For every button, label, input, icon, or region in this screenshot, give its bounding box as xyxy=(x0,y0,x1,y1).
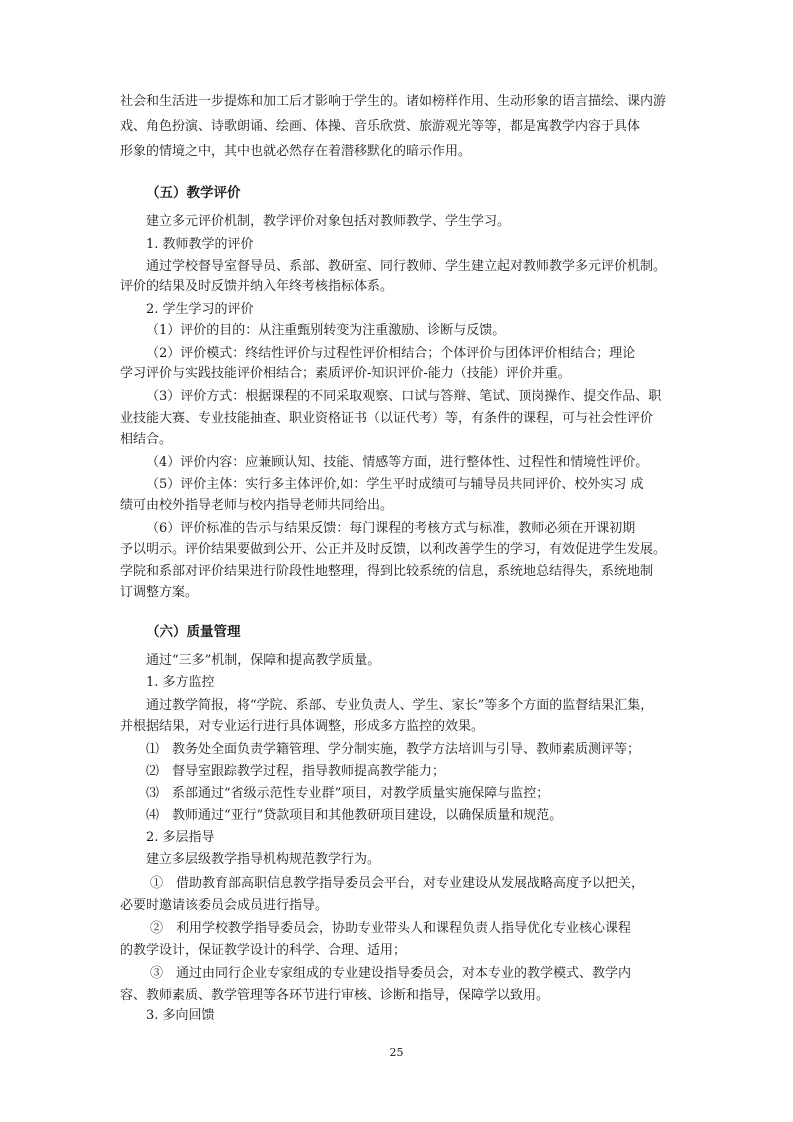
paragraph-line: 通过“三多”机制，保障和提高教学质量。 xyxy=(146,653,381,668)
list-item: ⑵ 督导室跟踪教学过程，指导教师提高教学能力； xyxy=(146,764,446,779)
paragraph-line: 通过学校督导室督导员、系部、教研室、同行教师、学生建立起对教师教学多元评价机制。 xyxy=(146,259,667,274)
paragraph-line: 学习评价与实践技能评价相结合；素质评价-知识评价-能力（技能）评价并重。 xyxy=(120,366,571,381)
list-item: ① 借助教育部高职信息教学指导委员会平台，对专业建设从发展战略高度予以把关， xyxy=(150,876,645,891)
paragraph-line: 予以明示。评价结果要做到公开、公正并及时反馈，以利改善学生的学习，有效促进学生发展。 xyxy=(120,542,667,557)
section-heading: （六）质量管理 xyxy=(146,624,241,640)
list-item: （3）评价方式：根据课程的不同采取观察、口试与答辩、笔试、顶岗操作、提交作品、职 xyxy=(146,389,662,404)
list-item: （5）评价主体：实行多主体评价,如：学生平时成绩可与辅导员共同评价、校外实习 成 xyxy=(146,477,644,492)
paragraph-line: 建立多元评价机制，教学评价对象包括对教师教学、学生学习。 xyxy=(146,214,511,229)
subheading: 1. 教师教学的评价 xyxy=(146,237,254,252)
paragraph-line: 形象的情境之中，其中也就必然存在着潜移默化的暗示作用。 xyxy=(120,144,472,159)
list-item: （2）评价模式：终结性评价与过程性评价相结合；个体评价与团体评价相结合；理论 xyxy=(146,346,636,361)
list-item: ⑷ 教师通过“亚行”贷款项目和其他教研项目建设，以确保质量和规范。 xyxy=(146,808,563,823)
paragraph-line: 必要时邀请该委员会成员进行指导。 xyxy=(120,898,329,913)
paragraph-line: 学院和系部对评价结果进行阶段性地整理，得到比较系统的信息，系统地总结得失，系统地制 xyxy=(120,564,654,579)
paragraph-line: 订调整方案。 xyxy=(120,585,199,600)
subheading: 2. 多层指导 xyxy=(146,830,215,845)
paragraph-line: 并根据结果，对专业运行进行具体调整，形成多方监控的效果。 xyxy=(120,719,485,734)
paragraph-line: 社会和生活进一步提炼和加工后才影响于学生的。诸如榜样作用、生动形象的语言描绘、课内游 xyxy=(120,94,667,109)
paragraph-line: 的教学设计，保证教学设计的科学、合理、适用； xyxy=(120,943,407,958)
subheading: 2. 学生学习的评价 xyxy=(146,302,254,317)
paragraph-line: 建立多层级教学指导机构规范教学行为。 xyxy=(146,852,381,867)
paragraph-line: 通过教学简报，将“学院、系部、专业负责人、学生、家长”等多个方面的监督结果汇集， xyxy=(146,698,654,713)
subheading: 1. 多方监控 xyxy=(146,675,215,690)
section-heading: （五）教学评价 xyxy=(146,185,241,201)
subheading: 3. 多向回馈 xyxy=(146,1008,215,1023)
list-item: （6）评价标准的告示与结果反馈：每门课程的考核方式与标准，教师必须在开课初期 xyxy=(146,521,636,536)
paragraph-line: 业技能大赛、专业技能抽查、职业资格证书（以证代考）等，有条件的课程，可与社会性评价 xyxy=(120,411,654,426)
list-item: （1）评价的目的：从注重甄别转变为注重激励、诊断与反馈。 xyxy=(146,323,506,338)
list-item: ③ 通过由同行企业专家组成的专业建设指导委员会，对本专业的教学模式、教学内 xyxy=(150,966,632,981)
list-item: ⑴ 教务处全面负责学籍管理、学分制实施，教学方法培训与引导、教师素质测评等； xyxy=(146,742,641,757)
list-item: ② 利用学校教学指导委员会，协助专业带头人和课程负责人指导优化专业核心课程 xyxy=(150,921,632,936)
paragraph-line: 戏、角色扮演、诗歌朗诵、绘画、体操、音乐欣赏、旅游观光等等，都是寓教学内容于具体 xyxy=(120,119,641,134)
list-item: （4）评价内容：应兼顾认知、技能、情感等方面，进行整体性、过程性和情境性评价。 xyxy=(146,455,649,470)
paragraph-line: 相结合。 xyxy=(120,432,173,447)
paragraph-line: 评价的结果及时反馈并纳入年终考核指标体系。 xyxy=(120,279,394,294)
paragraph-line: 绩可由校外指导老师与校内指导老师共同给出。 xyxy=(120,498,394,513)
paragraph-line: 容、教师素质、教学管理等各环节进行审核、诊断和指导，保障学以致用。 xyxy=(120,988,550,1003)
list-item: ⑶ 系部通过“省级示范性专业群”项目，对教学质量实施保障与监控； xyxy=(146,786,550,801)
page-number: 25 xyxy=(389,1046,404,1059)
